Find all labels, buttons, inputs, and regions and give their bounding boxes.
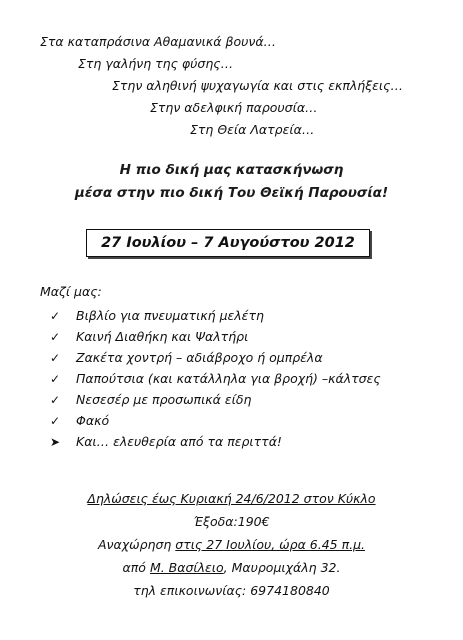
from-place: Μ. Βασίλειο: [149, 560, 224, 575]
checkmark-icon: ✓: [50, 392, 61, 407]
checkmark-icon: ✓: [50, 371, 61, 386]
from-prefix: από: [122, 560, 150, 575]
headline-line-1: Η πιο δική μας κατασκήνωση: [119, 162, 344, 178]
departure-time: στις 27 Ιουλίου, ώρα 6.45 π.μ.: [175, 537, 366, 552]
list-item: [50, 368, 381, 389]
checkmark-icon: ✓: [50, 308, 61, 323]
intro-line-5: Στη Θεία Λατρεία…: [190, 122, 315, 137]
list-item: [50, 326, 381, 347]
cost: Έξοδα:190€: [193, 514, 270, 529]
dates-text: 27 Ιουλίου – 7 Αυγούστου 2012: [101, 235, 355, 251]
intro-line-4: Στην αδελφική παρουσία…: [150, 100, 318, 115]
intro-line-3: Στην αληθινή ψυχαγωγία και στις εκπλήξεις…: [112, 78, 403, 93]
checkmark-icon: ✓: [50, 329, 61, 344]
list-item: [50, 305, 381, 326]
list-item: [50, 410, 381, 431]
departure-location: [0, 560, 463, 575]
list-item-label: Φακό: [76, 413, 110, 428]
departure-prefix: Αναχώρηση: [97, 537, 176, 552]
intro-line-1: Στα καταπράσινα Αθαμανικά βουνά…: [40, 34, 277, 49]
intro-line-2: Στη γαλήνη της φύσης…: [78, 56, 234, 71]
list-item: [50, 389, 381, 410]
list-item-label: Ζακέτα χοντρή – αδιάβροχο ή ομπρέλα: [76, 350, 323, 365]
headline-line-2: μέσα στην πιο δική Του Θεϊκή Παρουσία!: [74, 185, 389, 201]
list-item-label: Καινή Διαθήκη και Ψαλτήρι: [76, 329, 249, 344]
departure: [0, 537, 463, 552]
list-item-label: Και… ελευθερία από τα περιττά!: [76, 434, 282, 449]
list-item-label: Παπούτσια (και κατάλληλα για βροχή) –κάλτσες: [76, 371, 381, 386]
items-list: [40, 284, 381, 452]
from-address: , Μαυρομιχάλη 32.: [223, 560, 341, 575]
items-label: Μαζί μας:: [40, 284, 102, 299]
contact-phone: τηλ επικοινωνίας: 6974180840: [133, 583, 330, 598]
arrow-bullet-icon: ➤: [50, 434, 61, 449]
dates-box: [86, 229, 370, 257]
list-item-label: Νεσεσέρ με προσωπικά είδη: [76, 392, 252, 407]
list-item: [50, 431, 381, 452]
checkmark-icon: ✓: [50, 413, 61, 428]
checkmark-icon: ✓: [50, 350, 61, 365]
registrations-deadline: Δηλώσεις έως Κυριακή 24/6/2012 στον Κύκλο: [87, 491, 376, 506]
list-item: [50, 347, 381, 368]
list-item-label: Βιβλίο για πνευματική μελέτη: [76, 308, 264, 323]
